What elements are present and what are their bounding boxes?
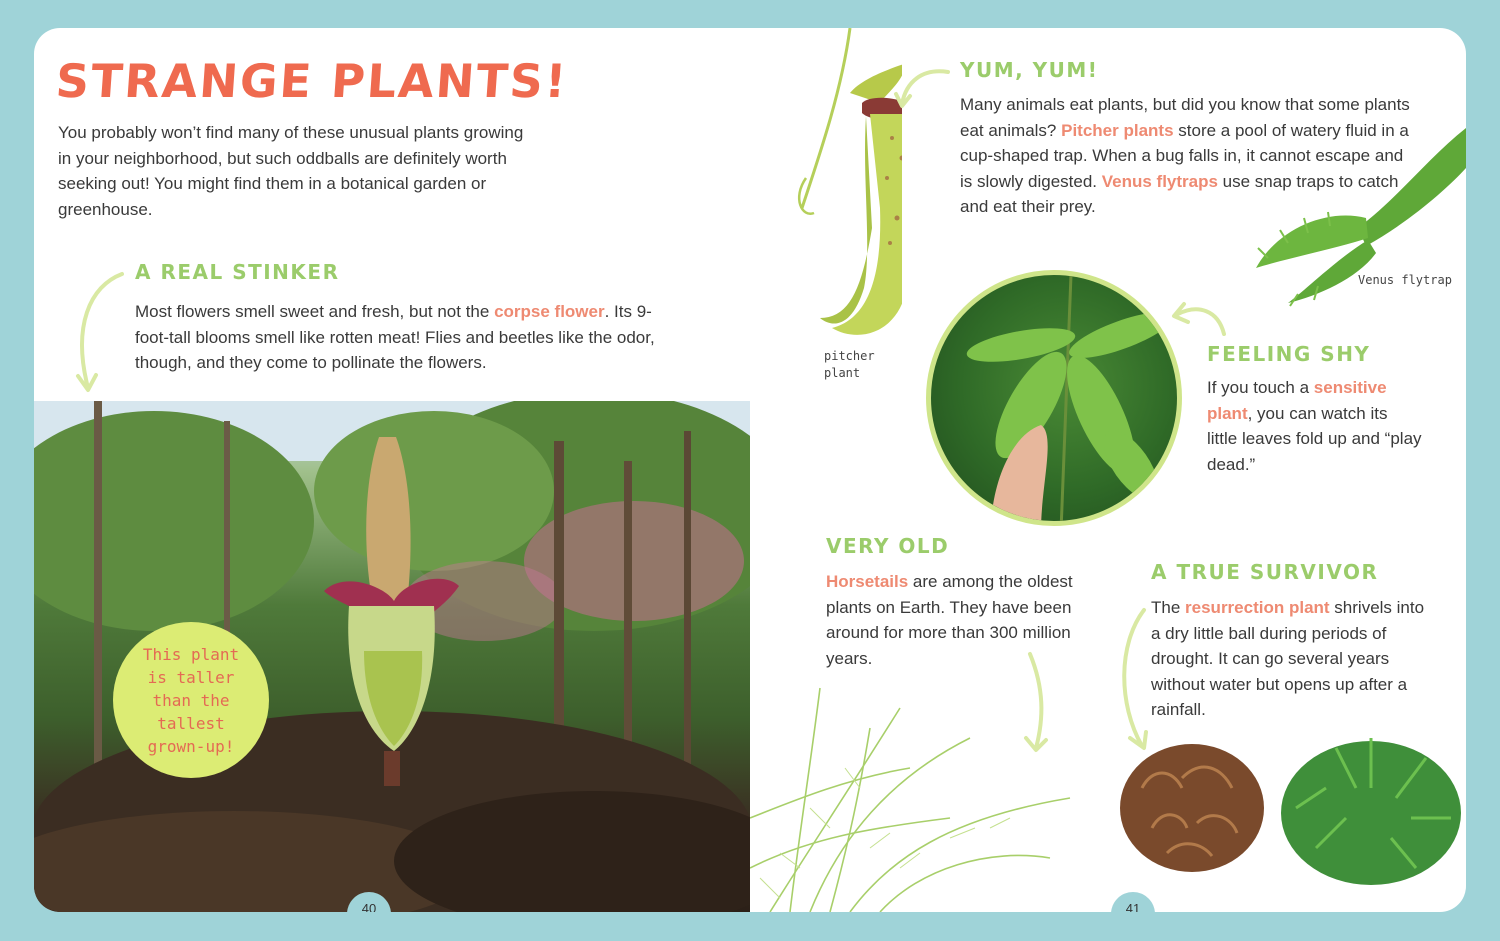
stinker-text-end: . Its 9-foot-tall blooms smell like rotten meat! Flies and beetles like the odor, though, and they come to pollinate the flowers. bbox=[135, 302, 655, 372]
shy-text-part-1: If you touch a bbox=[1207, 378, 1314, 397]
shy-text bbox=[1207, 375, 1422, 477]
pitcher-plants-highlight: Pitcher plants bbox=[1061, 120, 1174, 140]
yum-arrow-icon bbox=[892, 62, 954, 112]
survivor-text bbox=[1151, 595, 1426, 723]
corpse-flower-highlight: corpse flower bbox=[494, 302, 605, 321]
venus-flytrap-caption: Venus flytrap bbox=[1358, 273, 1452, 287]
resurrection-plant-dry-image bbox=[1112, 728, 1272, 878]
fact-bubble bbox=[113, 622, 269, 778]
old-text-body: are among the oldest plants on Earth. They have been around for more than 300 million years. bbox=[826, 572, 1073, 668]
shy-heading: FEELING SHY bbox=[1207, 342, 1371, 366]
shy-arrow-icon bbox=[1168, 296, 1230, 340]
stinker-heading: A REAL STINKER bbox=[135, 260, 340, 284]
venus-flytraps-highlight: Venus flytraps bbox=[1101, 171, 1218, 191]
fact-bubble-text: This plant is taller than the tallest grown-up! bbox=[142, 644, 240, 756]
intro-text: You probably won’t find many of these unusual plants growing in your neighborhood, but such oddballs are definitely worth seeking out! You might find them in a botanical garden or greenhouse. bbox=[58, 123, 524, 219]
page-number-right: 41 bbox=[1111, 892, 1155, 912]
page-number-left: 40 bbox=[347, 892, 391, 912]
survivor-text-part-2: shrivels into a dry little ball during periods of drought. It can go several years without water but opens up after a rainfall. bbox=[1151, 598, 1425, 719]
page-title: STRANGE PLANTS! bbox=[54, 54, 570, 108]
pitcher-plant-caption: pitcher plant bbox=[824, 349, 875, 380]
yum-text-part-1: Many animals eat plants, but did you know that some plants eat animals? bbox=[960, 95, 1410, 140]
shy-text-part-2: , you can watch its little leaves fold up and “play dead.” bbox=[1207, 403, 1422, 474]
survivor-heading: A TRUE SURVIVOR bbox=[1151, 560, 1379, 584]
pitcher-plant-image bbox=[792, 28, 902, 346]
horsetails-highlight: Horsetails bbox=[826, 572, 909, 591]
stinker-arrow-icon bbox=[70, 266, 130, 398]
stinker-text bbox=[135, 299, 675, 376]
horsetail-image bbox=[750, 668, 1090, 912]
yum-heading: YUM, YUM! bbox=[960, 58, 1099, 82]
sensitive-plant-photo bbox=[926, 270, 1182, 526]
yum-text-part-3: use snap traps to catch and eat their prey. bbox=[960, 171, 1399, 216]
sensitive-plant-highlight: sensitive plant bbox=[1207, 378, 1387, 423]
resurrection-plant-green-image bbox=[1276, 718, 1466, 888]
stinker-text-start: Most flowers smell sweet and fresh, but not the bbox=[135, 302, 495, 321]
resurrection-plant-highlight: resurrection plant bbox=[1185, 598, 1330, 617]
book-spread bbox=[34, 28, 1466, 912]
survivor-text-part-1: The bbox=[1151, 598, 1186, 617]
old-heading: VERY OLD bbox=[826, 534, 950, 558]
yum-text-part-2: store a pool of watery fluid in a cup-shaped trap. When a bug falls in, it cannot escape and is slowly digested. bbox=[960, 120, 1409, 191]
